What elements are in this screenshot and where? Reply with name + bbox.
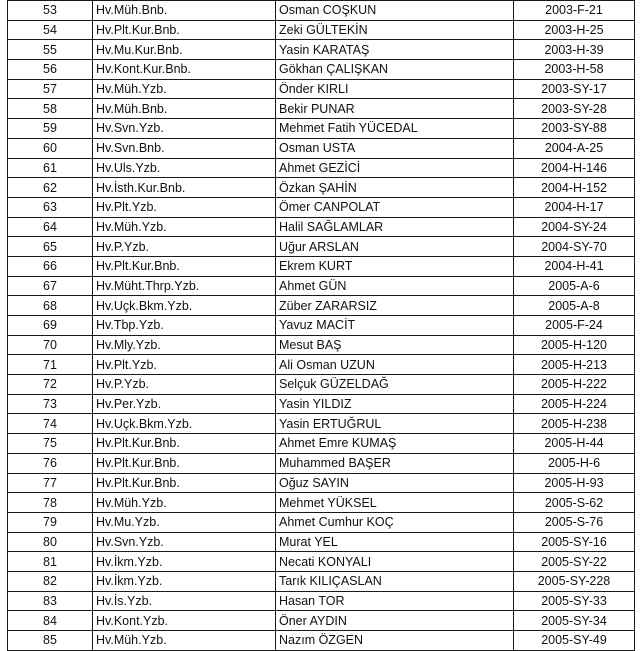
registry-code-cell: 2005-SY-16	[514, 532, 635, 552]
table-row	[8, 40, 635, 60]
row-number-cell: 74	[8, 414, 93, 434]
person-name-cell: Ömer CANPOLAT	[276, 197, 514, 217]
table-row	[8, 197, 635, 217]
table-row	[8, 394, 635, 414]
row-number-cell: 56	[8, 60, 93, 80]
row-number-cell: 82	[8, 571, 93, 591]
rank-cell: Hv.İs.Yzb.	[93, 591, 276, 611]
person-name-cell: Halil SAĞLAMLAR	[276, 217, 514, 237]
table-row	[8, 532, 635, 552]
rank-cell: Hv.Plt.Kur.Bnb.	[93, 20, 276, 40]
row-number-cell: 64	[8, 217, 93, 237]
table-row	[8, 1, 635, 21]
table-row	[8, 473, 635, 493]
registry-code-cell: 2004-SY-70	[514, 237, 635, 257]
rank-cell: Hv.Müh.Yzb.	[93, 631, 276, 651]
rank-cell: Hv.Per.Yzb.	[93, 394, 276, 414]
person-name-cell: Mehmet YÜKSEL	[276, 493, 514, 513]
registry-code-cell: 2003-SY-88	[514, 119, 635, 139]
registry-code-cell: 2003-SY-17	[514, 79, 635, 99]
row-number-cell: 55	[8, 40, 93, 60]
row-number-cell: 84	[8, 611, 93, 631]
rank-cell: Hv.Plt.Kur.Bnb.	[93, 473, 276, 493]
row-number-cell: 73	[8, 394, 93, 414]
table-row	[8, 453, 635, 473]
table-row	[8, 316, 635, 336]
row-number-cell: 63	[8, 197, 93, 217]
person-name-cell: Tarık KILIÇASLAN	[276, 571, 514, 591]
person-name-cell: Yavuz MACİT	[276, 316, 514, 336]
person-name-cell: Murat YEL	[276, 532, 514, 552]
registry-code-cell: 2003-H-25	[514, 20, 635, 40]
rank-cell: Hv.Tbp.Yzb.	[93, 316, 276, 336]
row-number-cell: 62	[8, 178, 93, 198]
row-number-cell: 78	[8, 493, 93, 513]
table-row	[8, 60, 635, 80]
table-row	[8, 158, 635, 178]
registry-code-cell: 2005-S-76	[514, 512, 635, 532]
row-number-cell: 66	[8, 256, 93, 276]
registry-code-cell: 2004-H-41	[514, 256, 635, 276]
person-name-cell: Oğuz SAYIN	[276, 473, 514, 493]
rank-cell: Hv.Uls.Yzb.	[93, 158, 276, 178]
registry-code-cell: 2005-SY-228	[514, 571, 635, 591]
registry-code-cell: 2005-H-213	[514, 355, 635, 375]
rank-cell: Hv.Kont.Yzb.	[93, 611, 276, 631]
table-row	[8, 493, 635, 513]
rank-cell: Hv.Plt.Yzb.	[93, 197, 276, 217]
rank-cell: Hv.Mu.Kur.Bnb.	[93, 40, 276, 60]
rank-cell: Hv.P.Yzb.	[93, 237, 276, 257]
table-row	[8, 99, 635, 119]
table-row	[8, 119, 635, 139]
registry-code-cell: 2004-H-17	[514, 197, 635, 217]
registry-code-cell: 2005-SY-49	[514, 631, 635, 651]
table-row	[8, 217, 635, 237]
row-number-cell: 77	[8, 473, 93, 493]
person-name-cell: Nazım ÖZGEN	[276, 631, 514, 651]
rank-cell: Hv.Uçk.Bkm.Yzb.	[93, 296, 276, 316]
row-number-cell: 85	[8, 631, 93, 651]
table-row	[8, 178, 635, 198]
person-name-cell: Yasin KARATAŞ	[276, 40, 514, 60]
row-number-cell: 81	[8, 552, 93, 572]
table-row	[8, 571, 635, 591]
registry-code-cell: 2005-SY-34	[514, 611, 635, 631]
row-number-cell: 59	[8, 119, 93, 139]
row-number-cell: 76	[8, 453, 93, 473]
registry-code-cell: 2005-H-120	[514, 335, 635, 355]
person-name-cell: Züber ZARARSIZ	[276, 296, 514, 316]
table-row	[8, 335, 635, 355]
registry-code-cell: 2005-A-8	[514, 296, 635, 316]
rank-cell: Hv.Svn.Yzb.	[93, 119, 276, 139]
person-name-cell: Mehmet Fatih YÜCEDAL	[276, 119, 514, 139]
person-name-cell: Ali Osman UZUN	[276, 355, 514, 375]
rank-cell: Hv.Plt.Yzb.	[93, 355, 276, 375]
rank-cell: Hv.Svn.Yzb.	[93, 532, 276, 552]
row-number-cell: 67	[8, 276, 93, 296]
rank-cell: Hv.Plt.Kur.Bnb.	[93, 453, 276, 473]
rank-cell: Hv.Plt.Kur.Bnb.	[93, 434, 276, 454]
row-number-cell: 58	[8, 99, 93, 119]
person-name-cell: Ahmet Cumhur KOÇ	[276, 512, 514, 532]
personnel-table-body	[8, 1, 635, 651]
table-row	[8, 375, 635, 395]
table-row	[8, 20, 635, 40]
registry-code-cell: 2003-H-58	[514, 60, 635, 80]
registry-code-cell: 2004-SY-24	[514, 217, 635, 237]
person-name-cell: Mesut BAŞ	[276, 335, 514, 355]
table-row	[8, 355, 635, 375]
person-name-cell: Yasin YILDIZ	[276, 394, 514, 414]
registry-code-cell: 2004-H-152	[514, 178, 635, 198]
person-name-cell: Uğur ARSLAN	[276, 237, 514, 257]
table-row	[8, 631, 635, 651]
registry-code-cell: 2003-SY-28	[514, 99, 635, 119]
table-row	[8, 276, 635, 296]
registry-code-cell: 2005-A-6	[514, 276, 635, 296]
rank-cell: Hv.Müht.Thrp.Yzb.	[93, 276, 276, 296]
table-row	[8, 512, 635, 532]
table-row	[8, 256, 635, 276]
rank-cell: Hv.Svn.Bnb.	[93, 138, 276, 158]
person-name-cell: Ahmet GEZİCİ	[276, 158, 514, 178]
registry-code-cell: 2005-SY-33	[514, 591, 635, 611]
table-row	[8, 237, 635, 257]
row-number-cell: 80	[8, 532, 93, 552]
registry-code-cell: 2005-H-238	[514, 414, 635, 434]
table-row	[8, 414, 635, 434]
person-name-cell: Gökhan ÇALIŞKAN	[276, 60, 514, 80]
row-number-cell: 61	[8, 158, 93, 178]
person-name-cell: Osman COŞKUN	[276, 1, 514, 21]
row-number-cell: 65	[8, 237, 93, 257]
registry-code-cell: 2005-H-44	[514, 434, 635, 454]
rank-cell: Hv.Mu.Yzb.	[93, 512, 276, 532]
rank-cell: Hv.Müh.Bnb.	[93, 1, 276, 21]
document-page	[7, 0, 634, 651]
person-name-cell: Osman USTA	[276, 138, 514, 158]
row-number-cell: 53	[8, 1, 93, 21]
row-number-cell: 70	[8, 335, 93, 355]
table-row	[8, 434, 635, 454]
table-row	[8, 552, 635, 572]
rank-cell: Hv.İkm.Yzb.	[93, 571, 276, 591]
registry-code-cell: 2004-H-146	[514, 158, 635, 178]
rank-cell: Hv.İsth.Kur.Bnb.	[93, 178, 276, 198]
registry-code-cell: 2005-H-6	[514, 453, 635, 473]
registry-code-cell: 2005-S-62	[514, 493, 635, 513]
registry-code-cell: 2005-H-224	[514, 394, 635, 414]
person-name-cell: Önder KIRLI	[276, 79, 514, 99]
registry-code-cell: 2005-H-93	[514, 473, 635, 493]
person-name-cell: Zeki GÜLTEKİN	[276, 20, 514, 40]
row-number-cell: 71	[8, 355, 93, 375]
person-name-cell: Ekrem KURT	[276, 256, 514, 276]
person-name-cell: Hasan TOR	[276, 591, 514, 611]
person-name-cell: Muhammed BAŞER	[276, 453, 514, 473]
row-number-cell: 68	[8, 296, 93, 316]
person-name-cell: Yasin ERTUĞRUL	[276, 414, 514, 434]
person-name-cell: Selçuk GÜZELDAĞ	[276, 375, 514, 395]
row-number-cell: 75	[8, 434, 93, 454]
row-number-cell: 69	[8, 316, 93, 336]
person-name-cell: Ahmet GÜN	[276, 276, 514, 296]
rank-cell: Hv.Müh.Bnb.	[93, 99, 276, 119]
row-number-cell: 72	[8, 375, 93, 395]
registry-code-cell: 2005-H-222	[514, 375, 635, 395]
person-name-cell: Ahmet Emre KUMAŞ	[276, 434, 514, 454]
personnel-table	[7, 0, 635, 651]
table-row	[8, 138, 635, 158]
registry-code-cell: 2003-F-21	[514, 1, 635, 21]
registry-code-cell: 2004-A-25	[514, 138, 635, 158]
registry-code-cell: 2003-H-39	[514, 40, 635, 60]
row-number-cell: 60	[8, 138, 93, 158]
person-name-cell: Necati KONYALI	[276, 552, 514, 572]
rank-cell: Hv.Uçk.Bkm.Yzb.	[93, 414, 276, 434]
rank-cell: Hv.Mly.Yzb.	[93, 335, 276, 355]
table-row	[8, 591, 635, 611]
rank-cell: Hv.Müh.Yzb.	[93, 217, 276, 237]
registry-code-cell: 2005-F-24	[514, 316, 635, 336]
table-row	[8, 296, 635, 316]
row-number-cell: 83	[8, 591, 93, 611]
rank-cell: Hv.Kont.Kur.Bnb.	[93, 60, 276, 80]
rank-cell: Hv.Müh.Yzb.	[93, 79, 276, 99]
person-name-cell: Bekir PUNAR	[276, 99, 514, 119]
registry-code-cell: 2005-SY-22	[514, 552, 635, 572]
row-number-cell: 54	[8, 20, 93, 40]
table-row	[8, 79, 635, 99]
row-number-cell: 79	[8, 512, 93, 532]
person-name-cell: Özkan ŞAHİN	[276, 178, 514, 198]
rank-cell: Hv.İkm.Yzb.	[93, 552, 276, 572]
rank-cell: Hv.Müh.Yzb.	[93, 493, 276, 513]
person-name-cell: Öner AYDIN	[276, 611, 514, 631]
table-row	[8, 611, 635, 631]
rank-cell: Hv.Plt.Kur.Bnb.	[93, 256, 276, 276]
rank-cell: Hv.P.Yzb.	[93, 375, 276, 395]
row-number-cell: 57	[8, 79, 93, 99]
